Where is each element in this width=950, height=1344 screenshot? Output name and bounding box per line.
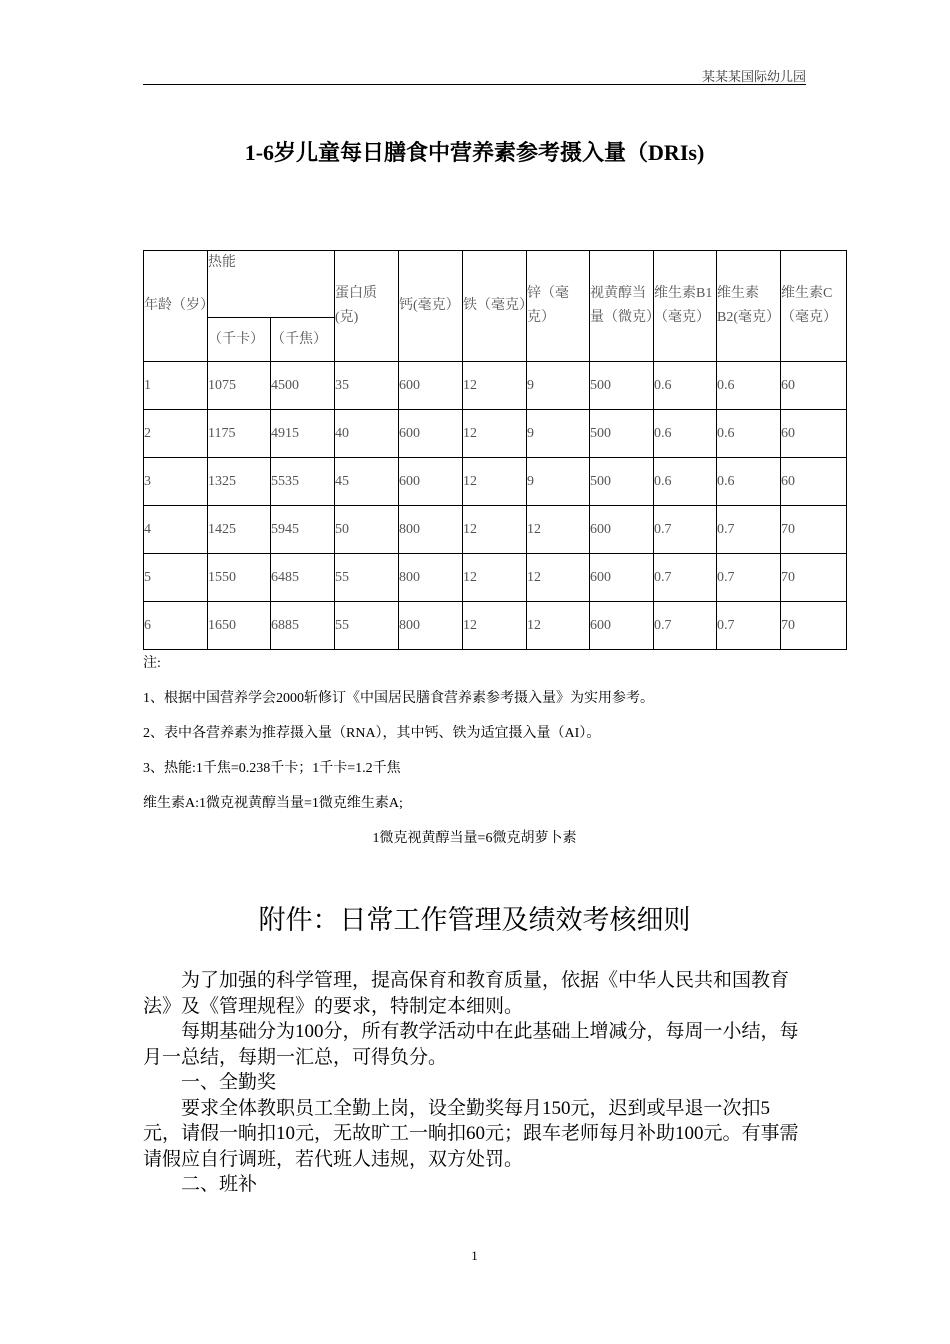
annex-paragraph: 每期基础分为100分，所有教学活动中在此基础上增减分，每周一小结，每月一总结，每期一汇总，可得负分。 <box>143 1021 799 1068</box>
table-row <box>144 410 847 458</box>
note-4: 维生素A:1微克视黄醇当量=1微克维生素A; <box>143 796 403 811</box>
cell-kcal: 1650 <box>208 602 271 650</box>
cell-retinol: 600 <box>590 554 654 602</box>
header-org: 某某某国际幼儿园 <box>701 69 806 84</box>
cell-kj: 5945 <box>271 506 335 554</box>
cell-zinc: 9 <box>527 410 590 458</box>
cell-kj: 4500 <box>271 362 335 410</box>
cell-protein: 55 <box>335 554 399 602</box>
cell-vb2: 0.6 <box>717 458 781 506</box>
cell-retinol: 600 <box>590 602 654 650</box>
cell-vb1: 0.6 <box>654 458 717 506</box>
cell-protein: 45 <box>335 458 399 506</box>
cell-vb2: 0.7 <box>717 602 781 650</box>
cell-vb2: 0.6 <box>717 410 781 458</box>
header-iron: 铁（毫克） <box>463 251 527 362</box>
annex-paragraph: 为了加强的科学管理，提高保育和教育质量，依据《中华人民共和国教育法》及《管理规程》的要求，特制定本细则。 <box>143 970 790 1017</box>
cell-iron: 12 <box>463 458 527 506</box>
cell-iron: 12 <box>463 362 527 410</box>
table-row <box>144 602 847 650</box>
note-5: 1微克视黄醇当量=6微克胡萝卜素 <box>372 831 577 846</box>
header-vb2: 维生素B2(毫克） <box>717 251 781 362</box>
notes-label: 注: <box>143 656 161 671</box>
annex-heading: 一、全勤奖 <box>181 1072 277 1093</box>
cell-zinc: 12 <box>527 506 590 554</box>
cell-iron: 12 <box>463 506 527 554</box>
note-1: 1、根据中国营养学会2000斩修订《中国居民膳食营养素参考摄入量》为实用参考。 <box>143 691 654 706</box>
cell-vb1: 0.7 <box>654 554 717 602</box>
cell-kj: 6885 <box>271 602 335 650</box>
cell-kcal: 1075 <box>208 362 271 410</box>
cell-vb1: 0.7 <box>654 506 717 554</box>
cell-calcium: 800 <box>399 506 463 554</box>
cell-vb1: 0.6 <box>654 410 717 458</box>
page-number: 1 <box>471 1248 478 1263</box>
cell-kj: 6485 <box>271 554 335 602</box>
header-divider <box>143 84 806 85</box>
cell-age: 4 <box>144 506 208 554</box>
header-energy-kcal: （千卡） <box>208 318 271 362</box>
cell-age: 5 <box>144 554 208 602</box>
note-3: 3、热能:1千焦=0.238千卡；1千卡=1.2千焦 <box>143 761 401 776</box>
cell-protein: 40 <box>335 410 399 458</box>
cell-calcium: 600 <box>399 410 463 458</box>
annex-heading: 二、班补 <box>181 1174 258 1195</box>
cell-age: 6 <box>144 602 208 650</box>
cell-zinc: 9 <box>527 362 590 410</box>
annex-body <box>143 968 806 1198</box>
cell-kcal: 1325 <box>208 458 271 506</box>
cell-calcium: 800 <box>399 554 463 602</box>
header-retinol: 视黄醇当量（微克） <box>590 251 654 362</box>
header-vb1: 维生素B1（毫克） <box>654 251 717 362</box>
header-age: 年龄（岁） <box>144 251 208 362</box>
cell-vb2: 0.6 <box>717 362 781 410</box>
cell-protein: 35 <box>335 362 399 410</box>
cell-retinol: 500 <box>590 362 654 410</box>
header-vc: 维生素C（毫克） <box>781 251 847 362</box>
header-zinc: 锌（毫克） <box>527 251 590 362</box>
cell-vb2: 0.7 <box>717 506 781 554</box>
cell-vb1: 0.7 <box>654 602 717 650</box>
cell-retinol: 500 <box>590 458 654 506</box>
cell-kj: 5535 <box>271 458 335 506</box>
notes-section <box>143 652 806 862</box>
cell-vb1: 0.6 <box>654 362 717 410</box>
cell-iron: 12 <box>463 554 527 602</box>
cell-iron: 12 <box>463 410 527 458</box>
cell-vc: 60 <box>781 362 847 410</box>
cell-age: 3 <box>144 458 208 506</box>
document-title: 1-6岁儿童每日膳食中营养素参考摄入量（DRIs) <box>244 140 705 165</box>
annex-paragraph: 要求全体教职员工全勤上岗，设全勤奖每月150元，迟到或早退一次扣5元，请假一晌扣10元，无故旷工一晌扣60元；跟车老师每月补助100元。有事需请假应自行调班，若代班人违规，双方处罚。 <box>143 1097 799 1170</box>
cell-kcal: 1550 <box>208 554 271 602</box>
cell-retinol: 500 <box>590 410 654 458</box>
cell-zinc: 12 <box>527 602 590 650</box>
cell-vc: 70 <box>781 506 847 554</box>
dri-table <box>143 250 847 650</box>
header-calcium: 钙(毫克） <box>399 251 463 362</box>
table-row <box>144 458 847 506</box>
header-energy-kj: （千焦） <box>271 318 335 362</box>
cell-kcal: 1425 <box>208 506 271 554</box>
cell-vc: 60 <box>781 410 847 458</box>
cell-retinol: 600 <box>590 506 654 554</box>
cell-vb2: 0.7 <box>717 554 781 602</box>
cell-zinc: 9 <box>527 458 590 506</box>
cell-calcium: 600 <box>399 458 463 506</box>
cell-vc: 70 <box>781 554 847 602</box>
header-protein: 蛋白质(克) <box>335 251 399 362</box>
cell-iron: 12 <box>463 602 527 650</box>
cell-calcium: 800 <box>399 602 463 650</box>
table-row <box>144 362 847 410</box>
table-row <box>144 554 847 602</box>
table-row <box>144 506 847 554</box>
cell-age: 1 <box>144 362 208 410</box>
cell-kcal: 1175 <box>208 410 271 458</box>
cell-zinc: 12 <box>527 554 590 602</box>
cell-kj: 4915 <box>271 410 335 458</box>
cell-vc: 60 <box>781 458 847 506</box>
header-energy: 热能 <box>208 251 335 318</box>
note-2: 2、表中各营养素为推荐摄入量（RNA），其中钙、铁为适宜摄入量（AI）。 <box>143 726 601 741</box>
cell-protein: 50 <box>335 506 399 554</box>
cell-calcium: 600 <box>399 362 463 410</box>
cell-age: 2 <box>144 410 208 458</box>
annex-title: 附件：日常工作管理及绩效考核细则 <box>258 905 691 936</box>
cell-protein: 55 <box>335 602 399 650</box>
cell-vc: 70 <box>781 602 847 650</box>
